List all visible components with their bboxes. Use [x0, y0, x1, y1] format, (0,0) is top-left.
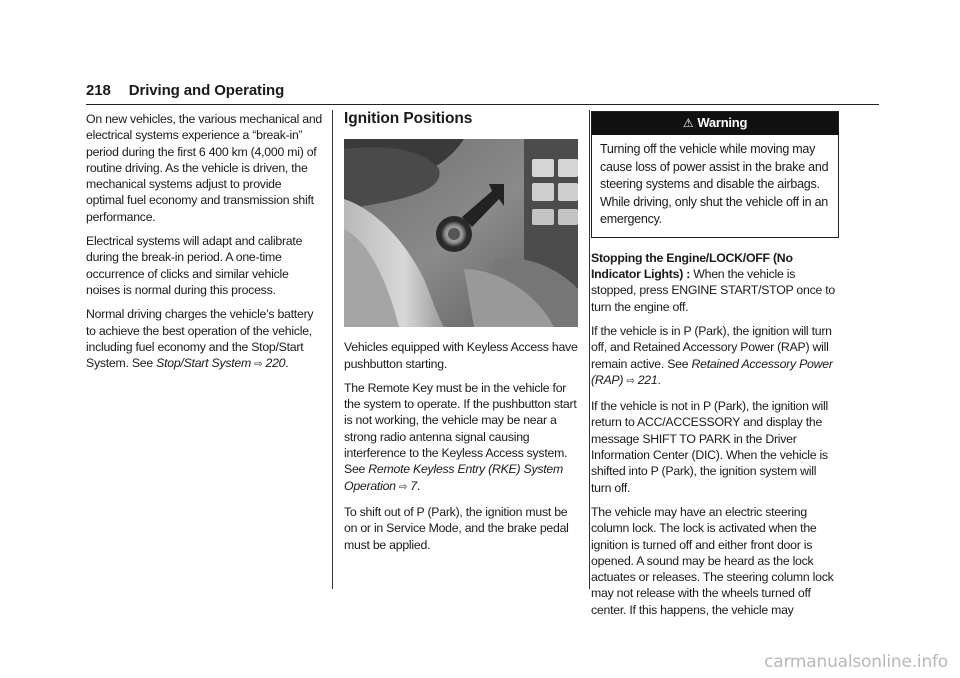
watermark: carmanualsonline.info — [764, 652, 948, 672]
page-ref-221[interactable]: 221 — [637, 372, 658, 387]
paragraph-shift-out-of-park: To shift out of P (Park), the ignition must be on or in Service Mode, and the brake pedal must be applied. — [344, 504, 569, 552]
stopping-engine-text: When the vehicle is stopped, press ENGINE START/STOP once to turn the engine off. — [591, 267, 836, 314]
warning-header — [592, 112, 838, 135]
warning-text: Turning off the vehicle while moving may cause loss of power assist in the brake and steering systems and disable the airbags. While driving, only shut the vehicle off in an emergency. — [600, 142, 829, 227]
column-divider-1 — [332, 110, 333, 589]
period: . — [416, 478, 421, 493]
link-retained-accessory-power[interactable]: Retained Accessory Power (RAP) — [591, 356, 833, 387]
paragraph-rap-text: If the vehicle is in P (Park), the ignition will turn off, and Retained Accessory Power (RAP) will remain active. See — [591, 323, 832, 371]
paragraph-steering-lock: The vehicle may have an electric steering column lock. The lock is activated when the ignition is turned off and either front door is opened. A sound may be heard as the lock actuates or releases. The steering column lock may not release with the wheels turned off center. If this happens, the vehicle may — [591, 504, 834, 617]
paragraph-remote-key — [344, 380, 580, 496]
warning-triangle-icon: ⚠ — [682, 116, 694, 130]
header-section-title: Driving and Operating — [128, 82, 285, 99]
paragraph-stopping-engine — [591, 250, 839, 315]
page-ref-arrow-icon: ⇨ — [254, 359, 263, 371]
warning-label: Warning — [697, 115, 748, 130]
paragraph-remote-key-text: The Remote Key must be in the vehicle for the system to operate. If the pushbutton start is not working, the vehicle may be near a strong radio antenna signal causing interference to the Keyless Access system. See — [344, 380, 577, 477]
header-rule — [86, 104, 879, 105]
paragraph-battery — [86, 306, 322, 373]
period: . — [285, 356, 289, 371]
page-ref-7[interactable]: 7 — [410, 478, 417, 493]
paragraph-not-in-park: If the vehicle is not in P (Park), the ignition will return to ACC/ACCESSORY and display the message SHIFT TO PARK in the Driver Information Center (DIC). When the vehicle is shifted into P (Park), the ignition system will turn off. — [591, 399, 828, 495]
warning-box — [591, 111, 839, 238]
period: . — [657, 372, 661, 387]
page-ref-arrow-icon: ⇨ — [626, 375, 635, 387]
page-ref-arrow-icon: ⇨ — [398, 481, 408, 493]
stopping-engine-heading: Stopping the Engine/LOCK/OFF (No Indicator Lights) : — [591, 250, 793, 282]
page-ref-220[interactable]: 220 — [265, 356, 286, 371]
link-stop-start-system[interactable]: Stop/Start System — [156, 356, 251, 371]
ignition-button-photo — [344, 139, 578, 327]
column-divider-2 — [589, 110, 590, 589]
section-title-ignition-positions: Ignition Positions — [344, 110, 473, 127]
paragraph-break-in: On new vehicles, the various mechanical and electrical systems experience a “break-in” period during the first 6 400 km (4,000 mi) of routine driving. As the vehicle is driven, the mechanical systems adjust to provide optimal fuel economy and transmission shift performance. — [86, 112, 323, 224]
page-header — [86, 82, 879, 99]
photo-caption: Vehicles equipped with Keyless Access have pushbutton starting. — [344, 340, 578, 371]
column-1 — [86, 111, 322, 381]
link-rke-system-operation[interactable]: Remote Keyless Entry (RKE) System Operation — [344, 462, 563, 493]
paragraph-rap — [591, 323, 839, 390]
page-number: 218 — [86, 82, 111, 99]
column-3 — [591, 111, 839, 626]
column-2 — [344, 111, 580, 561]
paragraph-battery-text: Normal driving charges the vehicle’s battery to achieve the best operation of the vehicle, including fuel economy and the Stop/Start System. See — [86, 307, 314, 371]
paragraph-electrical: Electrical systems will adapt and calibrate during the break-in period. A one-time occurrence of clicks and similar vehicle noises is normal during this process. — [86, 234, 303, 297]
